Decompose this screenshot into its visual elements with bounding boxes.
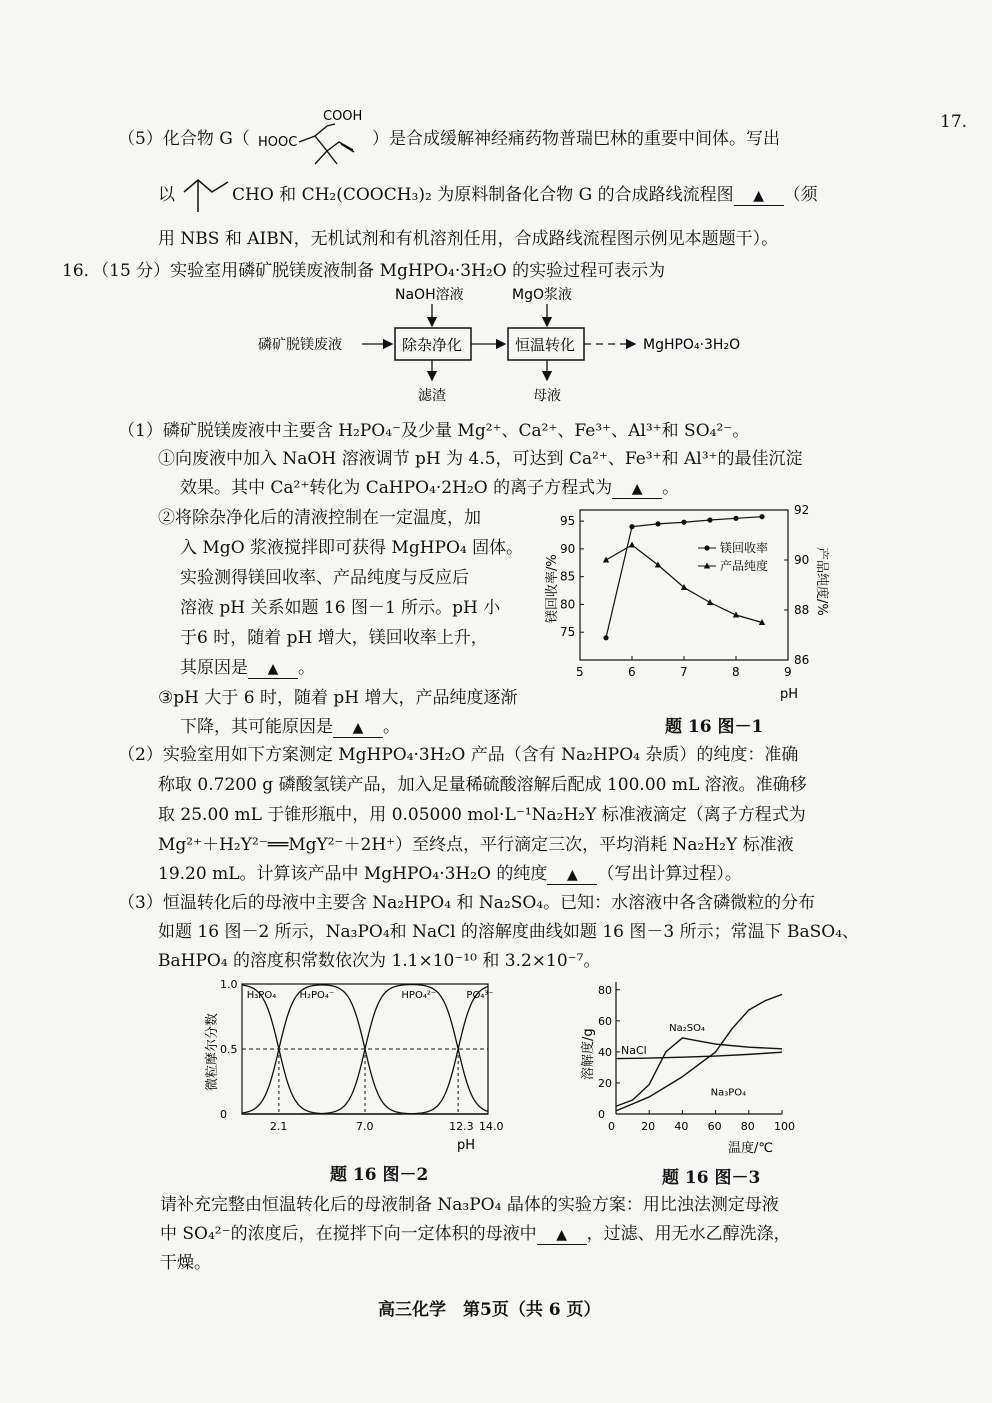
answer-blank[interactable]: ▲ bbox=[537, 1224, 587, 1245]
data-point-circle bbox=[603, 635, 608, 640]
x-tick-label: 60 bbox=[707, 1120, 722, 1133]
y-left-tick-label: 85 bbox=[560, 569, 576, 584]
data-point-circle bbox=[759, 514, 764, 519]
p1-s2-line3: 溶液 pH 关系如题 16 图－1 所示。pH 小 bbox=[180, 598, 501, 618]
y-axis-label: 溶解度/g bbox=[581, 1028, 596, 1080]
flow-out-residue: 滤渣 bbox=[418, 388, 446, 404]
x-tick-label: 2.1 bbox=[269, 1120, 288, 1133]
data-point-circle bbox=[655, 521, 660, 526]
process-flow-diagram bbox=[250, 280, 770, 410]
q5-line3: 用 NBS 和 AIBN，无机试剂和有机溶剂任用，合成路线流程图示例见本题题干）。 bbox=[158, 229, 779, 249]
p1-s2-line0: ②将除杂净化后的清液控制在一定温度，加 bbox=[158, 508, 481, 528]
page-footer: 高三化学 第5页（共 6 页） bbox=[378, 1300, 601, 1320]
x-tick-label: 20 bbox=[641, 1120, 656, 1133]
side-question-number: 17. bbox=[940, 112, 968, 132]
p1-s2-line2: 实验测得镁回收率、产品纯度与反应后 bbox=[180, 568, 469, 588]
legend-marker bbox=[704, 545, 709, 550]
x-tick-label: 7 bbox=[680, 665, 688, 679]
species-label: HPO₄²⁻ bbox=[401, 990, 437, 1001]
p2-line2: 取 25.00 mL 于锥形瓶中，用 0.05000 mol·L⁻¹Na₂H₂Y 标准液滴定（离子方程式为 bbox=[158, 805, 806, 825]
flow-input: 磷矿脱镁废液 bbox=[258, 337, 342, 353]
p3-final1: 请补充完整由恒温转化后的母液制备 Na₃PO₄ 晶体的实验方案：用比浊法测定母液 bbox=[160, 1195, 779, 1215]
q5-line1-suffix: ）是合成缓解神经痛药物普瑞巴林的重要中间体。写出 bbox=[372, 129, 780, 149]
data-point-circle bbox=[681, 520, 686, 525]
x-tick-label: 12.3 bbox=[449, 1120, 474, 1133]
y-axis-label: 微粒摩尔分数 bbox=[205, 1012, 220, 1091]
compound-g-structure bbox=[255, 106, 385, 166]
answer-blank[interactable]: ▲ bbox=[333, 717, 383, 738]
x-tick-label: 9 bbox=[784, 665, 792, 679]
y-right-tick-label: 92 bbox=[794, 503, 810, 517]
p2-line0: （2）实验室用如下方案测定 MgHPO₄·3H₂O 产品（含有 Na₂HPO₄ 杂质）的纯度：准确 bbox=[118, 745, 799, 765]
x-axis-label: pH bbox=[457, 1138, 476, 1153]
q5-line1-prefix: （5）化合物 G（ bbox=[118, 129, 250, 149]
series-label-nacl: NaCl bbox=[620, 1044, 647, 1058]
q5-line2-prefix: 以 bbox=[158, 185, 175, 205]
data-point-triangle bbox=[707, 599, 713, 605]
x-tick-label: 80 bbox=[740, 1120, 755, 1133]
y-tick-label: 40 bbox=[598, 1045, 612, 1059]
x-tick-label: 0 bbox=[608, 1120, 615, 1133]
chart-fig16-3 bbox=[570, 972, 800, 1162]
y-left-tick-label: 75 bbox=[560, 625, 576, 640]
fig16-3-caption: 题 16 图－3 bbox=[662, 1168, 761, 1188]
y-tick-label: 0 bbox=[220, 1108, 227, 1121]
answer-blank[interactable]: ▲ bbox=[734, 185, 784, 206]
answer-blank[interactable]: ▲ bbox=[248, 658, 298, 679]
fig16-1-caption: 题 16 图－1 bbox=[665, 717, 764, 737]
chart-fig16-2 bbox=[200, 972, 520, 1157]
data-point-circle bbox=[707, 517, 712, 522]
y-right-axis-label: 产品纯度/% bbox=[814, 547, 829, 616]
struct-label-hooc: HOOC bbox=[258, 135, 298, 150]
y-tick-label: 1.0 bbox=[220, 978, 238, 991]
p1-s1-line2: 效果。其中 Ca²⁺转化为 CaHPO₄·2H₂O 的离子方程式为 ▲ 。 bbox=[180, 478, 680, 498]
flow-box2-label: 恒温转化 bbox=[515, 336, 576, 354]
p1-s3-line2: 下降，其可能原因是 ▲ 。 bbox=[180, 717, 400, 737]
p3-line1: 如题 16 图－2 所示，Na₃PO₄和 NaCl 的溶解度曲线如题 16 图－3 所示；常温下 BaSO₄、 bbox=[158, 922, 860, 942]
flow-box1-label: 除杂净化 bbox=[402, 336, 463, 354]
p2-last: 19.20 mL。计算该产品中 MgHPO₄·3H₂O 的纯度 ▲ （写出计算过程）。 bbox=[158, 864, 742, 884]
species-label: PO₄³⁻ bbox=[466, 990, 494, 1001]
y-left-tick-label: 95 bbox=[560, 514, 576, 529]
struct-label-cooh: COOH bbox=[323, 109, 363, 124]
data-point-triangle bbox=[629, 542, 635, 548]
answer-blank[interactable]: ▲ bbox=[547, 864, 597, 885]
chart-fig16-1 bbox=[530, 500, 840, 710]
x-tick-label: 7.0 bbox=[356, 1120, 374, 1133]
fig16-2-caption: 题 16 图－2 bbox=[330, 1165, 429, 1185]
x-axis-label: 温度/℃ bbox=[728, 1141, 773, 1156]
series-label-na2so4: Na₂SO₄ bbox=[669, 1023, 705, 1035]
p1-s1-line1: ①向废液中加入 NaOH 溶液调节 pH 为 4.5，可达到 Ca²⁺、Fe³⁺和 Al³⁺的最佳沉淀 bbox=[158, 449, 803, 469]
x-tick-label: 14.0 bbox=[479, 1120, 504, 1133]
p1-s2-line1: 入 MgO 浆液搅拌即可获得 MgHPO₄ 固体。 bbox=[180, 538, 524, 558]
p3-line2: BaHPO₄ 的溶度积常数依次为 1.1×10⁻¹⁰ 和 3.2×10⁻⁷。 bbox=[158, 951, 601, 971]
isobutyraldehyde-skeleton bbox=[180, 168, 236, 216]
reagent-naoh: NaOH溶液 bbox=[395, 287, 464, 303]
legend-label: 镁回收率 bbox=[720, 541, 769, 555]
legend-label: 产品纯度 bbox=[720, 559, 769, 573]
p1-intro: （1）磷矿脱镁废液中主要含 H₂PO₄⁻及少量 Mg²⁺、Ca²⁺、Fe³⁺、Al³⁺和 SO₄²⁻。 bbox=[118, 421, 750, 441]
x-tick-label: 6 bbox=[628, 665, 636, 679]
y-left-tick-label: 80 bbox=[560, 597, 576, 612]
flow-out-mother-liquor: 母液 bbox=[533, 388, 561, 404]
series-label-na3po4: Na₃PO₄ bbox=[710, 1087, 747, 1099]
species-label: H₂PO₄⁻ bbox=[299, 990, 335, 1001]
p1-s2-last: 其原因是 ▲ 。 bbox=[180, 658, 315, 678]
y-left-axis-label: 镁回收率/% bbox=[545, 554, 560, 623]
p2-line1: 称取 0.7200 g 磷酸氢镁产品，加入足量稀硫酸溶解后配成 100.00 mL 溶液。准确移 bbox=[158, 775, 807, 795]
flow-product: MgHPO₄·3H₂O bbox=[643, 337, 741, 353]
y-right-tick-label: 90 bbox=[794, 553, 810, 567]
p3-final2: 中 SO₄²⁻的浓度后，在搅拌下向一定体积的母液中 ▲ ，过滤、用无水乙醇洗涤， bbox=[160, 1224, 791, 1244]
species-label: H₃PO₄ bbox=[246, 990, 277, 1001]
y-right-tick-label: 88 bbox=[794, 603, 810, 617]
x-tick-label: 8 bbox=[732, 665, 740, 679]
x-tick-label: 40 bbox=[674, 1120, 689, 1133]
p1-s3-line1: ③pH 大于 6 时，随着 pH 增大，产品纯度逐渐 bbox=[158, 688, 518, 708]
y-tick-label: 20 bbox=[598, 1076, 612, 1090]
y-left-tick-label: 90 bbox=[560, 541, 576, 556]
data-point-circle bbox=[733, 516, 738, 521]
data-point-triangle bbox=[655, 562, 661, 568]
series-line-1 bbox=[606, 517, 762, 638]
p1-s2-line4: 于6 时，随着 pH 增大，镁回收率上升， bbox=[180, 628, 488, 648]
x-tick-label: 5 bbox=[576, 665, 584, 679]
p3-line0: （3）恒温转化后的母液中主要含 Na₂HPO₄ 和 Na₂SO₄。已知：水溶液中各含磷微粒的分布 bbox=[118, 893, 816, 913]
y-tick-label: 0 bbox=[598, 1108, 605, 1121]
data-point-circle bbox=[629, 524, 634, 529]
data-point-triangle bbox=[603, 557, 609, 563]
x-tick-label: 100 bbox=[774, 1120, 795, 1133]
y-right-tick-label: 86 bbox=[794, 653, 810, 667]
p3-final3: 干燥。 bbox=[160, 1253, 211, 1273]
y-tick-label: 60 bbox=[598, 1014, 612, 1028]
p2-line3: Mg²⁺＋H₂Y²⁻══MgY²⁻＋2H⁺）至终点，平行滴定三次，平均消耗 Na₂H₂Y 标准液 bbox=[158, 835, 794, 855]
q16-header: 16．（15 分）实验室用磷矿脱镁废液制备 MgHPO₄·3H₂O 的实验过程可表示为 bbox=[62, 261, 666, 281]
series-line-2 bbox=[606, 545, 762, 623]
x-axis-label: pH bbox=[780, 687, 799, 702]
y-tick-label: 0.5 bbox=[220, 1043, 238, 1056]
answer-blank[interactable]: ▲ bbox=[612, 478, 662, 499]
reagent-mgo: MgO浆液 bbox=[512, 287, 572, 303]
y-tick-label: 80 bbox=[598, 983, 612, 997]
q5-line2-text: CHO 和 CH₂(COOCH₃)₂ 为原料制备化合物 G 的合成路线流程图 ▲ （须 bbox=[232, 185, 818, 205]
